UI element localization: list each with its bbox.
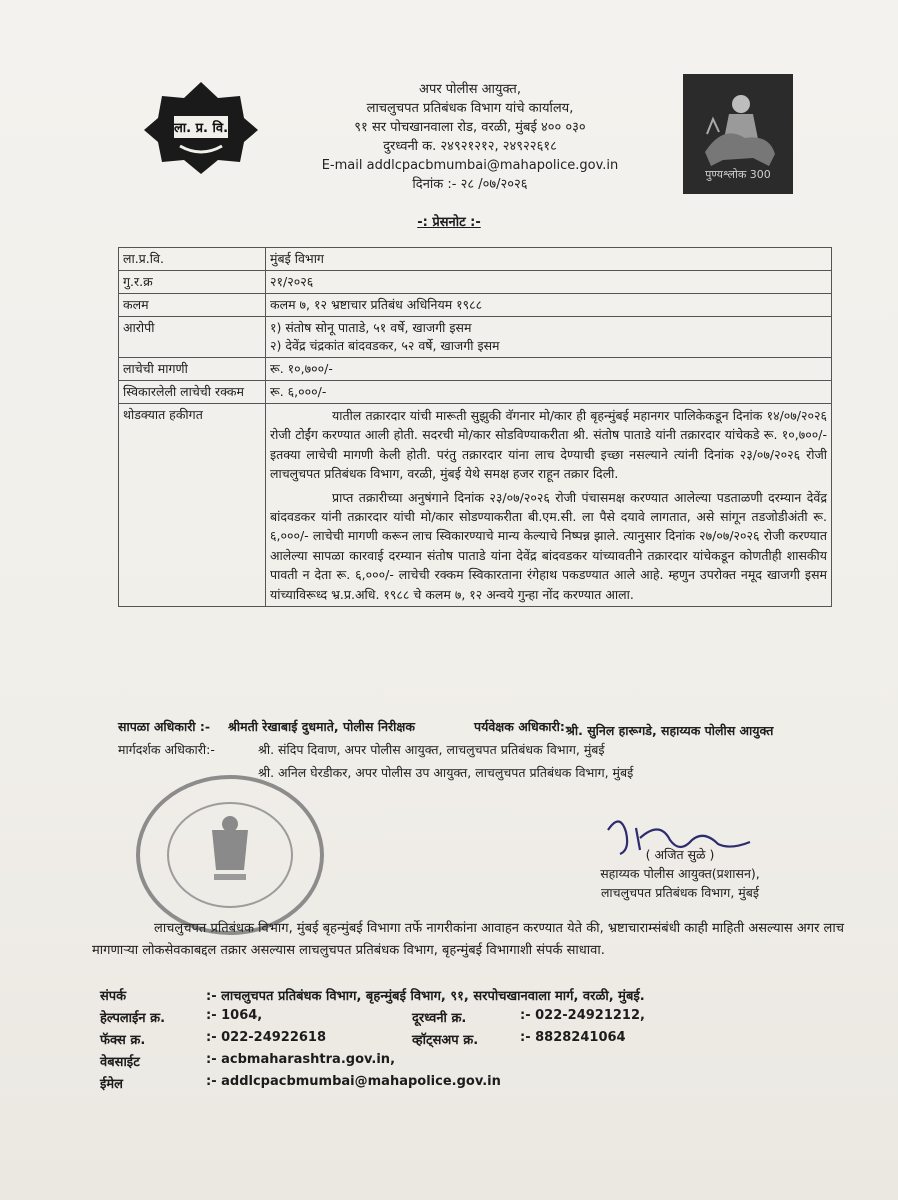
logo-abbr: ला. प्र. वि. [173, 121, 229, 136]
fax-label: फॅक्स क्र. [100, 1033, 146, 1048]
office-seal-stamp [130, 770, 330, 940]
guide-officer-2: श्री. अनिल घेरडीकर, अपर पोलीस उप आयुक्त, लाचलुचपत प्रतिबंधक विभाग, मुंबई [258, 765, 634, 780]
whatsapp-label: व्हॉट्सअप क्र. [412, 1033, 479, 1048]
demand-value: रू. १०,७००/- [266, 358, 832, 381]
phone-value: :- 022-24921212, [520, 1008, 645, 1023]
signatory-designation: सहाय्यक पोलीस आयुक्त(प्रशासन), [600, 866, 760, 881]
email-value: :- addlcpacbmumbai@mahapolice.gov.in [206, 1074, 501, 1089]
unit-label: ला.प्र.वि. [119, 248, 266, 271]
table-row [119, 271, 832, 294]
table-row [119, 294, 832, 317]
contact-label: संपर्क [100, 989, 127, 1004]
punyashlok-300-logo [683, 74, 793, 194]
trap-officer-name: श्रीमती रेखाबाई दुधमाते, पोलीस निरीक्षक [228, 719, 415, 734]
website-value: :- acbmaharashtra.gov.in, [206, 1052, 396, 1067]
signatory-office: लाचलुचपत प्रतिबंधक विभाग, मुंबई [600, 885, 760, 900]
website-label: वेबसाईट [100, 1055, 140, 1070]
table-row [119, 381, 832, 404]
demand-label: लाचेची मागणी [119, 358, 266, 381]
fax-value: :- 022-24922618 [206, 1030, 327, 1045]
header-email: E-mail addlcpacbmumbai@mahapolice.gov.in [321, 158, 619, 173]
table-row [119, 248, 832, 271]
helpline-label: हेल्पलाईन क्र. [100, 1011, 166, 1026]
trap-officer-label: सापळा अधिकारी :- [118, 719, 211, 734]
logo-caption: पुण्यश्लोक 300 [705, 168, 771, 181]
accused-1: १) संतोष सोनू पाताडे, ५१ वर्षे, खाजगी इसम [270, 320, 472, 335]
header-line-2: लाचलुचपत प्रतिबंधक विभाग यांचे कार्यालय, [366, 101, 574, 116]
whatsapp-value: :- 8828241064 [520, 1030, 626, 1045]
guide-officer-1: श्री. संदिप दिवाण, अपर पोलीस आयुक्त, लाचलुचपत प्रतिबंधक विभाग, मुंबई [258, 742, 605, 757]
header-line-1: अपर पोलीस आयुक्त, [419, 82, 521, 97]
accepted-label: स्विकारलेली लाचेची रक्कम [119, 381, 266, 404]
accused-value [266, 317, 832, 358]
helpline-value: :- 1064, [206, 1008, 263, 1023]
case-details-table [118, 247, 832, 607]
signatory-block [560, 845, 800, 902]
guide-officer-label: मार्गदर्शक अधिकारी:- [118, 742, 215, 757]
accepted-value: रू. ६,०००/- [266, 381, 832, 404]
header-date: दिनांक :- २८ /०७/२०२६ [412, 177, 528, 192]
case-number-value: २१/२०२६ [266, 271, 832, 294]
table-row [119, 317, 832, 358]
accused-2: २) देवेंद्र चंद्रकांत बांदवडकर, ५२ वर्षे, खाजगी इसम [270, 338, 500, 353]
accused-label: आरोपी [119, 317, 266, 358]
acb-logo [140, 78, 262, 178]
phone-label: दूरध्वनी क्र. [412, 1011, 467, 1026]
section-label: कलम [119, 294, 266, 317]
press-note-title: -: प्रेसनोट :- [417, 215, 481, 230]
email-label: ईमेल [100, 1077, 123, 1092]
table-row [119, 404, 832, 607]
public-appeal: लाचलुचपत प्रतिबंधक विभाग, मुंबई बृहन्मुंबई विभागा तर्फे नागरीकांना आवाहन करण्यात येते की, भ्रष्टाचाराम्संबंधी काही माहिती असल्यास अगर लाच मागणाऱ्या लोकसेवकाबद्दल तक्रार असल्यास लाचलुचपत प्रतिबंधक विभाग, बृहन्मुंबई विभागाशी संपर्क साधावा. [92, 921, 844, 958]
header-line-4: दुरध्वनी क. २४९२१२१२, २४९२२६१८ [383, 139, 557, 154]
case-number-label: गु.र.क्र [119, 271, 266, 294]
summary-value [266, 404, 832, 607]
table-row [119, 358, 832, 381]
supervisor-name: श्री. सुनिल हारूगडे, सहाय्यक पोलीस आयुक्त [566, 723, 774, 738]
summary-paragraph-2: प्राप्त तक्रारीच्या अनुषंगाने दिनांक २३/०७/२०२६ रोजी पंचासमक्ष करण्यात आलेल्या पडताळणी दरम्यान देवेंद्र बांदवडकर यांनी तक्रारदार यांची मो/कार सोडण्याकरीता बी.एम.सी. ला पैसे दयावे लागतात, असे सांगून तडजोडीअंती रू. ६,०००/- लाचेची मागणी करून लाच स्विकारण्याचे मान्य केल्याचे निष्पन्न झाले. त्यानुसार दिनांक २७/०७/२०२६ रोजी करण्यात आलेल्या सापळा कारवाई दरम्यान संतोष पाताडे यांना देवेंद्र बांदवडकर यांच्यावतीने तक्रारदार यांचेकडून कोणतीही शासकीय पावती न देता रू. ६,०००/- लाचेची रक्कम स्विकारताना रंगेहाथ पकडण्यात आले आहे. म्हणुन उपरोक्त नमूद खाजगी इसम यांच्याविरूध्द भ्र.प्र.अधि. १९८८ चे कलम ७, १२ अन्वये गुन्हा नोंद करण्यात आला. [270, 489, 827, 602]
supervisor-label: पर्यवेक्षक अधिकारी:- [474, 719, 571, 734]
summary-paragraph-1: यातील तक्रारदार यांची मारूती सुझुकी वॅगनार मो/कार ही बृहन्मुंबई महानगर पालिकेकडून दिनांक १४/०७/२०२६ रोजी टोईंग करण्यात आली होती. सदरची मो/कार सोडविण्याकरीता श्री. संतोष पाताडे यांनी तक्रारदार यांचेकडे रू. १०,७००/- इतक्या लाचेची मागणी केली होती. परंतु तक्रारदार यांना लाच देण्याची इच्छा नसल्याने त्यांनी दिनांक २३/०७/२०२६ रोजी लाचलुचपत प्रतिबंधक विभाग, वरळी, मुंबई येथे समक्ष हजर राहून तक्रार दिली. [270, 408, 827, 482]
unit-value: मुंबई विभाग [266, 248, 832, 271]
section-value: कलम ७, १२ भ्रष्टाचार प्रतिबंध अधिनियम १९८८ [266, 294, 832, 317]
signatory-name: ( अजित सुळे ) [645, 847, 715, 862]
office-header [300, 80, 640, 194]
header-line-3: ९१ सर पोचखानवाला रोड, वरळी, मुंबई ४०० ०३० [354, 120, 586, 135]
contact-value: :- लाचलुचपत प्रतिबंधक विभाग, बृहन्मुंबई विभाग, ९१, सरपोचखानवाला मार्ग, वरळी, मुंबई. [206, 989, 645, 1004]
summary-label: थोडक्यात हकीगत [119, 404, 266, 607]
